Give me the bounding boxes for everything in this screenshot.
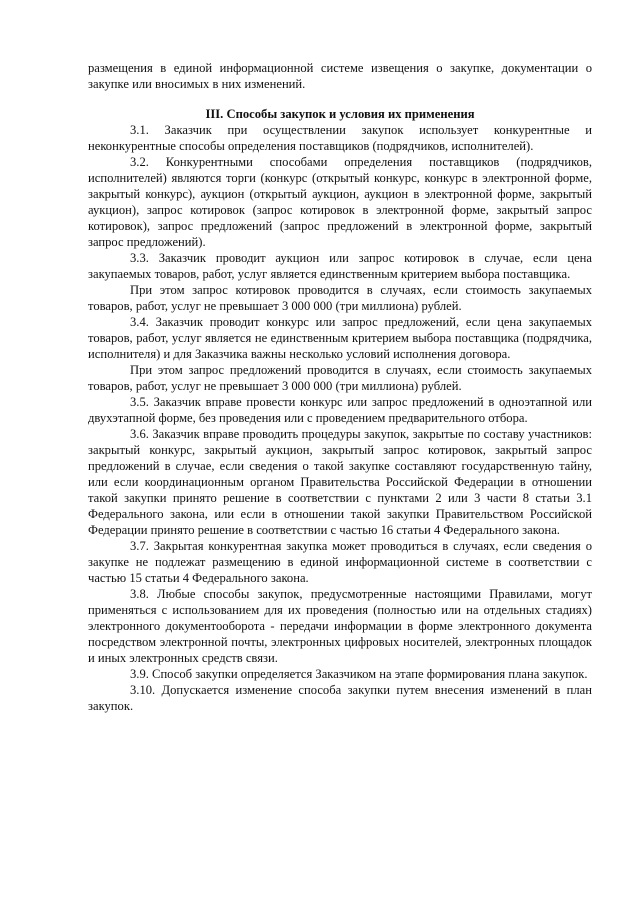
paragraph-3-5: 3.5. Заказчик вправе провести конкурс или запрос предложений в одноэтапной или двухэтапной форме, без проведения или с проведением предварительного отбора. (88, 395, 592, 425)
paragraph-3-3-quote-limit: При этом запрос котировок проводится в случаях, если стоимость закупаемых товаров, работ, услуг не превышает 3 000 000 (три миллиона) рублей. (88, 283, 592, 313)
paragraph-3-3: 3.3. Заказчик проводит аукцион или запрос котировок в случае, если цена закупаемых товаров, работ, услуг является единственным критерием выбора поставщика. (88, 251, 592, 281)
paragraph-3-4-proposal-limit: При этом запрос предложений проводится в случаях, если стоимость закупаемых товаров, работ, услуг не превышает 3 000 000 (три миллиона) рублей. (88, 363, 592, 393)
intro-paragraph: размещения в единой информационной системе извещения о закупке, документации о закупке или вносимых в них изменений. (88, 61, 592, 91)
paragraph-3-9: 3.9. Способ закупки определяется Заказчиком на этапе формирования плана закупок. (130, 667, 588, 681)
paragraph-3-4: 3.4. Заказчик проводит конкурс или запрос предложений, если цена закупаемых товаров, работ, услуг является не единственным критерием выбора поставщика (подрядчика, исполнителя) и для Заказчика важны несколько условий исполнения договора. (88, 315, 592, 361)
section-title: III. Способы закупок и условия их применения (205, 107, 475, 121)
paragraph-3-6: 3.6. Заказчик вправе проводить процедуры закупок, закрытые по составу участников: закрытый конкурс, закрытый аукцион, закрытый запрос котировок, закрытый запрос предложений в случае, если сведения о такой закупке составляют государственную тайну, или если координационным органом Правительства Российской Федерации в отношении такой закупки принято решение в соответствии с пунктами 2 или 3 части 8 статьи 3.1 Федерального закона, или если в отношении такой закупки Правительством Российской Федерации принято решение в соответствии с частью 16 статьи 4 Федерального закона. (88, 427, 592, 537)
document-page (88, 60, 592, 714)
paragraph-3-2: 3.2. Конкурентными способами определения поставщиков (подрядчиков, исполнителей) являются торги (конкурс (открытый конкурс, конкурс в электронной форме, закрытый конкурс), аукцион (открытый аукцион, аукцион в электронной форме, закрытый аукцион), запрос котировок (запрос котировок в электронной форме, закрытый запрос котировок), запрос предложений (запрос предложений в электронной форме, закрытый запрос предложений). (88, 155, 592, 249)
paragraph-3-10: 3.10. Допускается изменение способа закупки путем внесения изменений в план закупок. (88, 683, 592, 713)
paragraph-3-8: 3.8. Любые способы закупок, предусмотренные настоящими Правилами, могут применяться с использованием для их проведения (полностью или на отдельных стадиях) электронного документооборота - передачи информации в форме электронного документа посредством электронной почты, электронных цифровых носителей, электронных площадок и иных электронных средств связи. (88, 587, 592, 665)
paragraph-3-7: 3.7. Закрытая конкурентная закупка может проводиться в случаях, если сведения о закупке не подлежат размещению в единой информационной системе в соответствии с частью 15 статьи 4 Федерального закона. (88, 539, 592, 585)
paragraph-3-1: 3.1. Заказчик при осуществлении закупок использует конкурентные и неконкурентные способы определения поставщиков (подрядчиков, исполнителей). (88, 123, 592, 153)
